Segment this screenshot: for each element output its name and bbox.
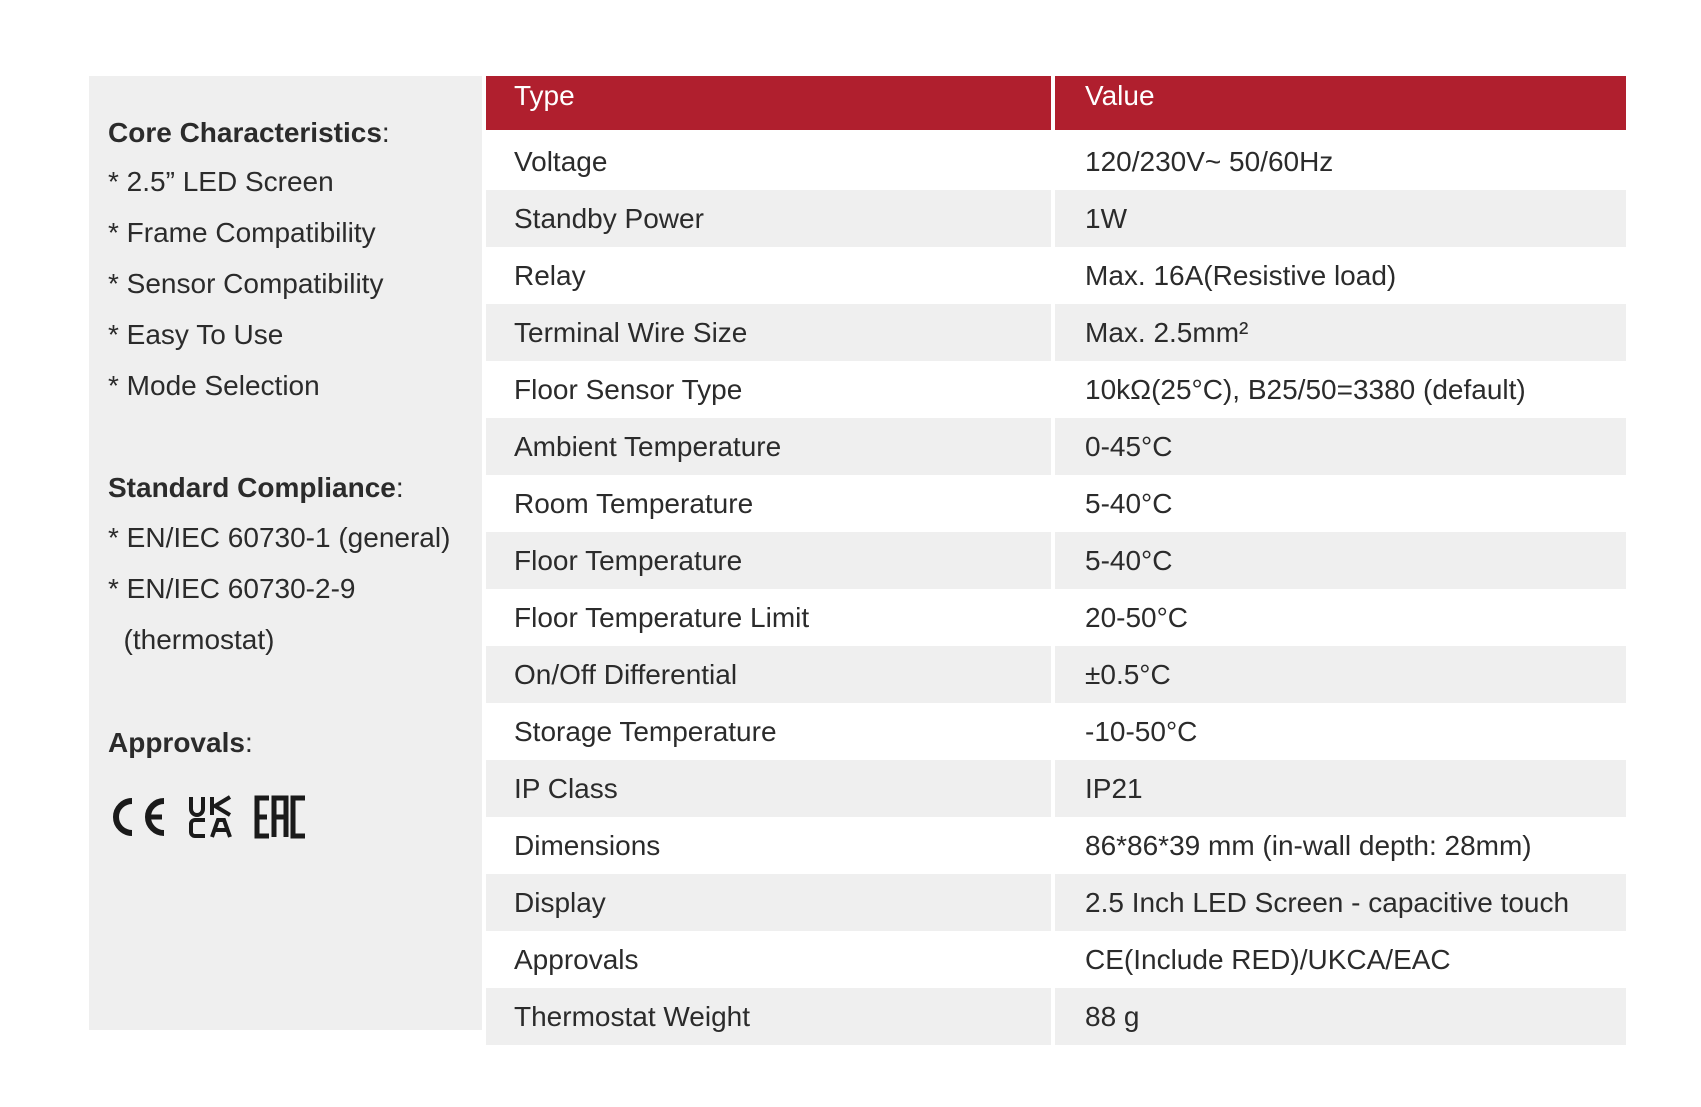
row-value-cell: Max. 2.5mm² bbox=[1055, 304, 1626, 361]
table-row bbox=[486, 133, 1626, 190]
row-value-cell: 86*86*39 mm (in-wall depth: 28mm) bbox=[1055, 817, 1626, 874]
sidebar-panel bbox=[89, 76, 482, 1030]
row-type-cell: Floor Temperature bbox=[486, 532, 1055, 589]
table-row bbox=[486, 418, 1626, 475]
table-header-row bbox=[486, 76, 1626, 133]
row-type-cell: Thermostat Weight bbox=[486, 988, 1055, 1045]
row-type-cell: Display bbox=[486, 874, 1055, 931]
ce-mark-icon bbox=[108, 795, 168, 839]
list-item: * Frame Compatibility bbox=[108, 217, 376, 248]
row-type-cell: Storage Temperature bbox=[486, 703, 1055, 760]
table-body bbox=[486, 133, 1626, 1045]
table-row bbox=[486, 817, 1626, 874]
approval-logos bbox=[108, 788, 308, 846]
row-value-cell: 5-40°C bbox=[1055, 532, 1626, 589]
row-type-cell: Floor Temperature Limit bbox=[486, 589, 1055, 646]
core-characteristics-title: Core Characteristics bbox=[108, 117, 382, 148]
table-row bbox=[486, 589, 1626, 646]
row-value-cell: 1W bbox=[1055, 190, 1626, 247]
approvals-colon: : bbox=[244, 727, 253, 758]
list-item: * EN/IEC 60730-1 (general) bbox=[108, 522, 451, 553]
core-characteristics-colon: : bbox=[381, 117, 390, 148]
list-item: * 2.5” LED Screen bbox=[108, 166, 334, 197]
row-type-cell: IP Class bbox=[486, 760, 1055, 817]
approvals-title: Approvals bbox=[108, 727, 245, 758]
row-type-cell: Room Temperature bbox=[486, 475, 1055, 532]
table-row bbox=[486, 874, 1626, 931]
list-item: * Sensor Compatibility bbox=[108, 268, 384, 299]
row-type-cell: Dimensions bbox=[486, 817, 1055, 874]
standard-compliance-title: Standard Compliance bbox=[108, 472, 396, 503]
row-type-cell: Terminal Wire Size bbox=[486, 304, 1055, 361]
core-characteristics-list bbox=[108, 156, 383, 411]
table-row bbox=[486, 190, 1626, 247]
ukca-mark-icon bbox=[188, 795, 234, 839]
standard-compliance-list bbox=[108, 512, 450, 665]
row-type-cell: Floor Sensor Type bbox=[486, 361, 1055, 418]
row-value-cell: CE(Include RED)/UKCA/EAC bbox=[1055, 931, 1626, 988]
approvals-heading bbox=[108, 726, 253, 760]
list-item: * EN/IEC 60730-2-9 bbox=[108, 573, 356, 604]
table-row bbox=[486, 475, 1626, 532]
table-row bbox=[486, 247, 1626, 304]
spec-table bbox=[486, 76, 1626, 1045]
row-value-cell: -10-50°C bbox=[1055, 703, 1626, 760]
header-value: Value bbox=[1055, 76, 1626, 133]
core-characteristics-heading bbox=[108, 116, 390, 150]
table-row bbox=[486, 646, 1626, 703]
table-row bbox=[486, 988, 1626, 1045]
table-row bbox=[486, 760, 1626, 817]
eac-mark-icon bbox=[254, 795, 308, 839]
table-row bbox=[486, 703, 1626, 760]
row-value-cell: 10kΩ(25°C), B25/50=3380 (default) bbox=[1055, 361, 1626, 418]
list-item: * Mode Selection bbox=[108, 370, 320, 401]
row-value-cell: 120/230V~ 50/60Hz bbox=[1055, 133, 1626, 190]
standard-compliance-colon: : bbox=[395, 472, 404, 503]
table-row bbox=[486, 532, 1626, 589]
row-value-cell: Max. 16A(Resistive load) bbox=[1055, 247, 1626, 304]
row-value-cell: 5-40°C bbox=[1055, 475, 1626, 532]
standard-compliance-heading bbox=[108, 471, 404, 505]
row-value-cell: 20-50°C bbox=[1055, 589, 1626, 646]
row-type-cell: Approvals bbox=[486, 931, 1055, 988]
row-type-cell: Voltage bbox=[486, 133, 1055, 190]
list-item: * Easy To Use bbox=[108, 319, 284, 350]
table-row bbox=[486, 304, 1626, 361]
row-type-cell: Ambient Temperature bbox=[486, 418, 1055, 475]
row-value-cell: ±0.5°C bbox=[1055, 646, 1626, 703]
table-row bbox=[486, 931, 1626, 988]
row-value-cell: 2.5 Inch LED Screen - capacitive touch bbox=[1055, 874, 1626, 931]
row-type-cell: Relay bbox=[486, 247, 1055, 304]
row-value-cell: IP21 bbox=[1055, 760, 1626, 817]
row-value-cell: 88 g bbox=[1055, 988, 1626, 1045]
row-type-cell: Standby Power bbox=[486, 190, 1055, 247]
row-value-cell: 0-45°C bbox=[1055, 418, 1626, 475]
list-item: (thermostat) bbox=[108, 624, 275, 655]
header-type: Type bbox=[486, 76, 1055, 133]
table-row bbox=[486, 361, 1626, 418]
row-type-cell: On/Off Differential bbox=[486, 646, 1055, 703]
